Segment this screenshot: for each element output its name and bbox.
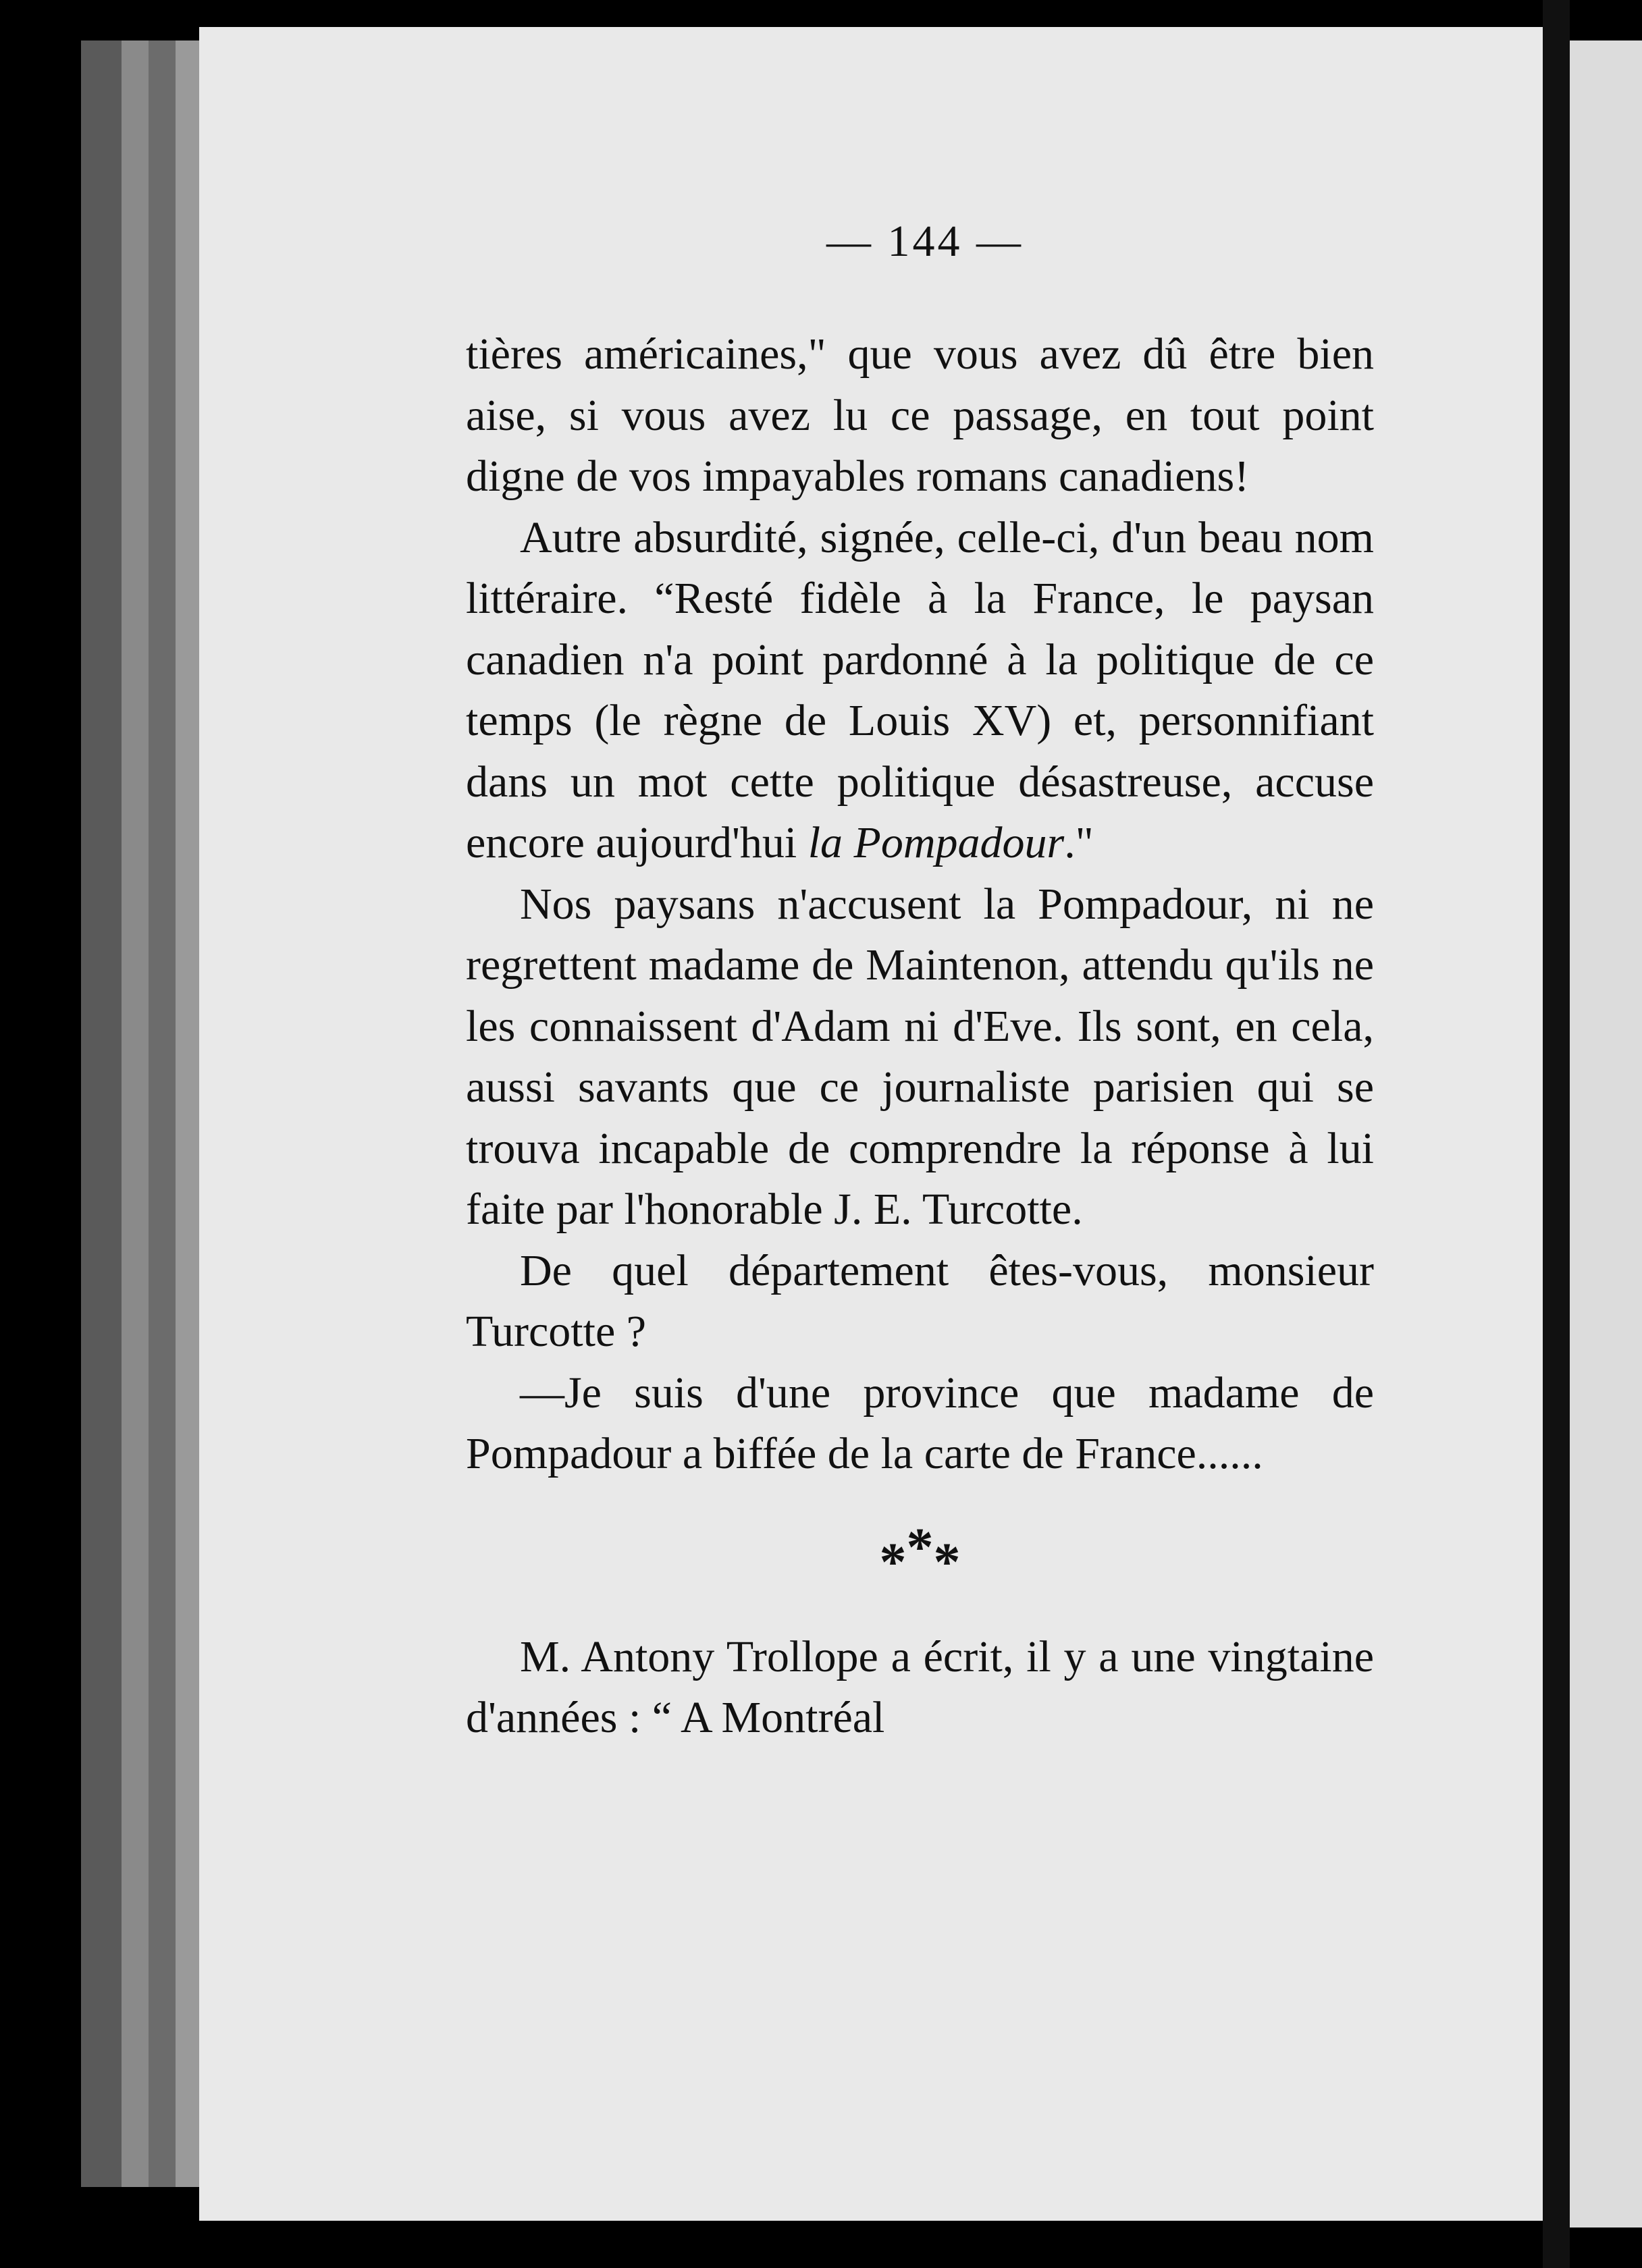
facing-page-edge [1570,40,1642,2228]
page-edge [149,40,176,2187]
paragraph: M. Antony Trollope a écrit, il y a une vingtaine d'années : “ A Montréal [466,1631,1374,1742]
paragraph: De quel département êtes-vous, monsieur Turcotte ? [466,1245,1374,1356]
italic-phrase: la Pompadour [807,818,1065,867]
paragraph-text: ." [1064,818,1094,867]
page-edge [176,40,203,2187]
book-spine [1543,0,1570,2268]
page-body [466,324,1374,1749]
asterisk: * [906,1517,934,1577]
paragraph [466,508,1374,874]
page-number: — 144 — [826,217,1024,266]
page-edge [81,40,122,2187]
section-separator [466,1517,1374,1600]
asterisk: * [879,1532,907,1592]
paragraph: Nos paysans n'accusent la Pompadour, ni ne regrettent madame de Maintenon, attendu qu'ils ne les connaissent d'Adam ni d'Eve. Ils sont, en cela, aussi savants que ce journaliste parisien qui se trouva incapable de comprendre la réponse à lui faite par l'honorable J. E. Turcotte. [466,879,1374,1234]
paragraph-text: Autre absurdité, signée, celle-ci, d'un beau nom littéraire. “Resté fidèle à la France, le paysan canadien n'a point pardonné à la politique de ce temps (le règne de Louis XV) et, personnifiant dans un mot cette politique désastreuse, accuse encore aujourd'hui [466,512,1374,867]
paragraph: —Je suis d'une province que madame de Pompadour a biffée de la carte de France...... [466,1368,1374,1478]
page-edge [122,40,149,2187]
asterisk: * [933,1532,961,1592]
paragraph: tières américaines," que vous avez dû être bien aise, si vous avez lu ce passage, en tout point digne de vos impayables romans canadiens! [466,329,1374,501]
